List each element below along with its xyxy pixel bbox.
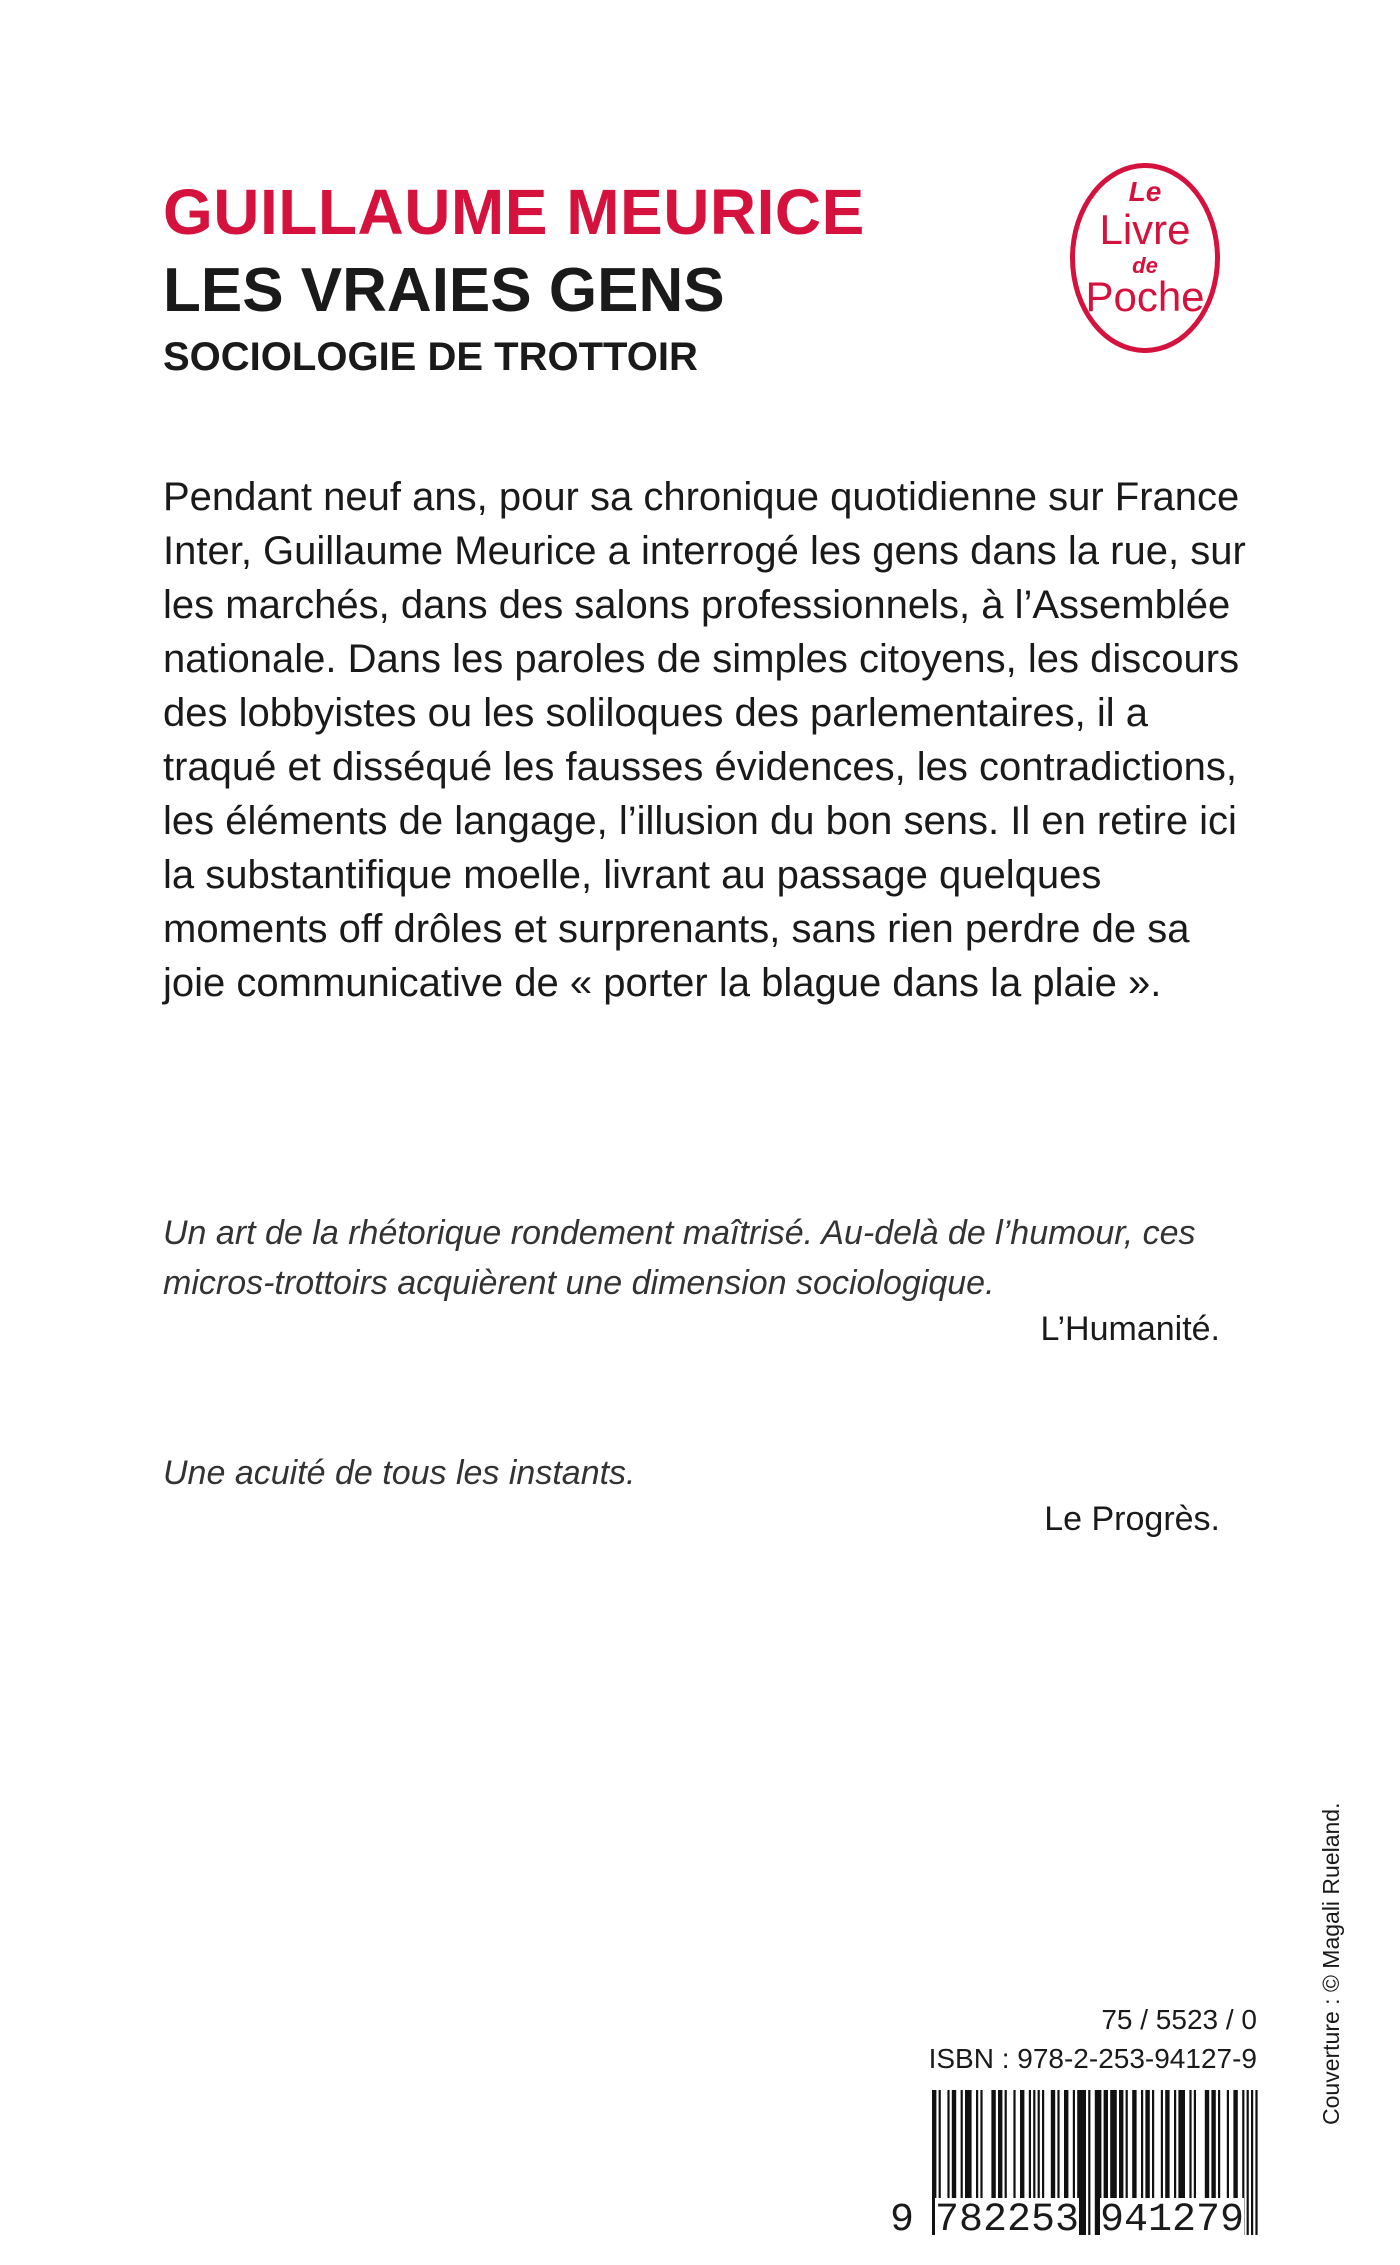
logo-line-le: Le	[1128, 176, 1162, 207]
author-name: GUILLAUME MEURICE	[163, 176, 865, 248]
logo-line-de: de	[1132, 253, 1158, 278]
review-quote-2: Une acuité de tous les instants.	[163, 1454, 636, 1492]
barcode-bar	[1088, 2090, 1090, 2235]
review-source-2: Le Progrès.	[1044, 1500, 1220, 1538]
book-title: LES VRAIES GENS	[163, 256, 725, 325]
barcode-lead-digit: 9	[890, 2198, 915, 2243]
logo-line-poche: Poche	[1085, 273, 1205, 320]
review-quote-1: Un art de la rhétorique rondement maîtrisé. Au-delà de l’humour, ces micros-trottoirs acquièrent une dimension sociologique.	[163, 1214, 1196, 1302]
isbn-label: ISBN : 978-2-253-94127-9	[928, 2043, 1257, 2074]
barcode-bar	[1247, 2090, 1249, 2235]
barcode-bar	[1255, 2090, 1257, 2235]
barcode-right-digits: 941279	[1100, 2198, 1245, 2243]
barcode-left-digits: 782253	[935, 2198, 1080, 2243]
catalog-code: 75 / 5523 / 0	[1101, 2004, 1257, 2035]
review-source-1: L’Humanité.	[1040, 1310, 1220, 1348]
book-subtitle: SOCIOLOGIE DE TROTTOIR	[163, 335, 698, 379]
barcode-bar	[1251, 2090, 1253, 2235]
cover-credit: Couverture : © Magali Rueland.	[1318, 1802, 1344, 2125]
publisher-logo	[1070, 163, 1220, 353]
book-blurb	[163, 470, 1248, 1010]
logo-line-livre: Livre	[1099, 206, 1191, 253]
blurb-text: Pendant neuf ans, pour sa chronique quotidienne sur France Inter, Guillaume Meurice a interrogé les gens dans la rue, sur les marchés, dans des salons professionnels, à l’Assemblée nationale. Dans les paroles de simples citoyens, les discours des lobbyistes ou les soliloques des parlementaires, il a traqué et disséqué les fausses évidences, les contradictions, les éléments de langage, l’illusion du bon sens. Il en retire ici la substantifique moelle, livrant au passage quelques moments off drôles et surprenants, sans rien perdre de sa joie communicative de « porter la blague dans la plaie ».	[163, 475, 1246, 1005]
